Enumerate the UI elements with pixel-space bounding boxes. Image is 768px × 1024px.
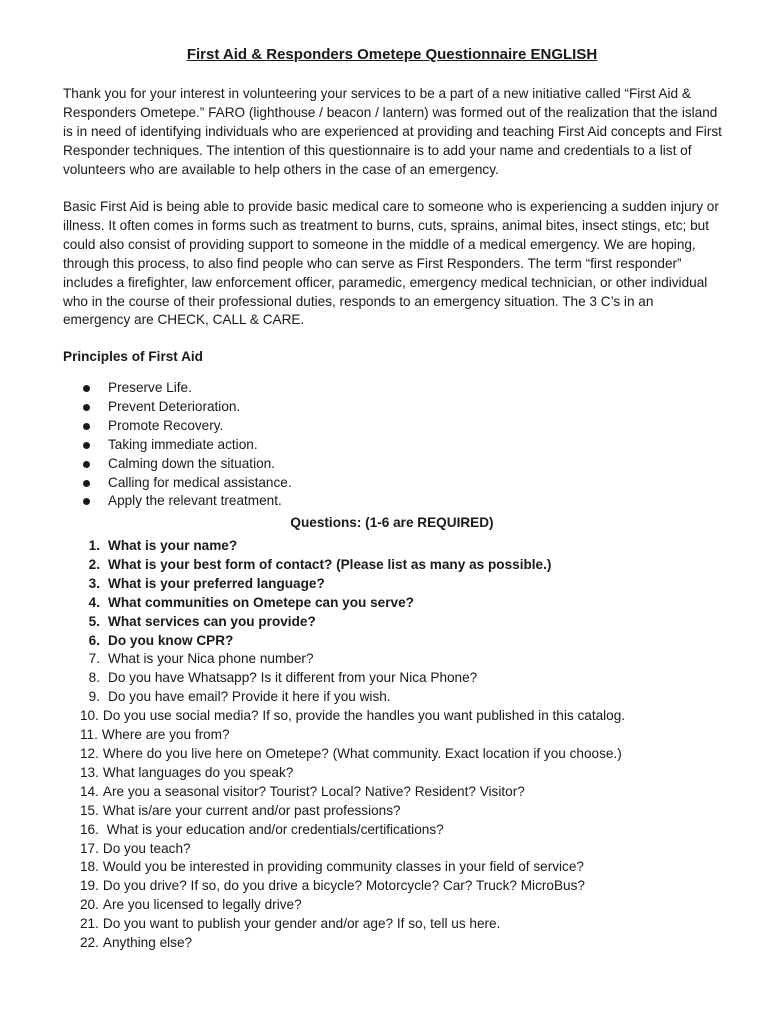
question-item <box>80 745 625 764</box>
question-item <box>80 669 625 688</box>
question-item <box>80 858 625 877</box>
question-number: 15. <box>80 802 99 818</box>
question-item <box>80 802 625 821</box>
question-text: Are you a seasonal visitor? Tourist? Local? Native? Resident? Visitor? <box>102 783 525 799</box>
question-number: 11. <box>80 727 98 743</box>
question-text: Where do you live here on Ometepe? (What community. Exact location if you choose.) <box>102 745 622 761</box>
principle-text: Prevent Deterioration. <box>108 398 241 414</box>
question-number: 19. <box>80 878 99 894</box>
question-text: Do you have email? Provide it here if you wish. <box>108 689 391 705</box>
question-text: What is your best form of contact? (Please list as many as possible.) <box>108 556 552 572</box>
question-number: 16. <box>80 821 99 837</box>
question-text: Anything else? <box>102 935 193 951</box>
question-number: 7. <box>88 651 100 667</box>
list-item <box>80 379 292 398</box>
intro-paragraph: Thank you for your interest in volunteering your services to be a part of a new initiative called “First Aid & Responders Ometepe.” FARO (lighthouse / beacon / lantern) was formed out of the realization that the island is in need of identifying individuals who are experienced at providing and teaching First Aid concepts and First Responder techniques. The intention of this questionnaire is to add your name and credentials to a list of volunteers who are available to help others in the case of an emergency. <box>63 86 722 177</box>
question-text: Are you licensed to legally drive? <box>102 897 302 913</box>
question-item <box>80 594 625 613</box>
list-item <box>80 417 292 436</box>
list-item <box>80 436 292 455</box>
question-number: 12. <box>80 745 99 761</box>
question-text: Do you use social media? If so, provide the handles you want published in this catalog. <box>102 708 626 724</box>
question-item <box>80 575 625 594</box>
principle-text: Taking immediate action. <box>108 436 258 452</box>
question-item <box>80 632 625 651</box>
list-item <box>80 474 292 493</box>
question-text: Where are you from? <box>101 727 230 743</box>
question-number: 4. <box>88 594 100 610</box>
bullet-icon <box>83 480 90 487</box>
document-title: First Aid & Responders Ometepe Questionnaire ENGLISH <box>186 46 598 63</box>
question-text: Do you drive? If so, do you drive a bicycle? Motorcycle? Car? Truck? MicroBus? <box>102 878 585 894</box>
question-item <box>80 707 625 726</box>
question-text: Do you teach? <box>102 840 191 856</box>
question-item <box>80 783 625 802</box>
list-item <box>80 492 292 511</box>
question-number: 21. <box>80 916 99 932</box>
question-number: 18. <box>80 859 99 875</box>
question-item <box>80 726 625 745</box>
question-item <box>80 896 625 915</box>
principle-text: Preserve Life. <box>108 380 192 395</box>
questions-heading: Questions: (1-6 are REQUIRED) <box>290 515 494 530</box>
list-item <box>80 455 292 474</box>
question-item <box>80 688 625 707</box>
question-number: 8. <box>88 670 100 686</box>
bullet-icon <box>83 442 90 449</box>
question-number: 2. <box>88 556 100 572</box>
question-item <box>80 537 625 556</box>
question-text: Do you want to publish your gender and/or age? If so, tell us here. <box>102 916 501 932</box>
principle-text: Calming down the situation. <box>108 455 275 471</box>
question-number: 10. <box>80 708 99 724</box>
principle-text: Apply the relevant treatment. <box>108 493 282 509</box>
question-number: 13. <box>80 764 99 780</box>
question-text: Would you be interested in providing community classes in your field of service? <box>102 859 584 875</box>
question-item <box>80 613 625 632</box>
question-item <box>80 556 625 575</box>
question-text: What is your preferred language? <box>108 575 325 591</box>
question-text: Do you know CPR? <box>108 632 234 648</box>
question-item <box>80 650 625 669</box>
question-text: What is your name? <box>108 538 238 553</box>
principles-list <box>80 379 292 511</box>
questions-list <box>80 537 625 953</box>
question-number: 3. <box>88 575 100 591</box>
question-number: 14. <box>80 783 99 799</box>
bullet-icon <box>83 385 90 392</box>
question-number: 5. <box>88 613 100 629</box>
question-number: 6. <box>88 632 100 648</box>
principle-text: Promote Recovery. <box>108 417 224 433</box>
question-item <box>80 821 625 840</box>
question-text: What languages do you speak? <box>102 764 294 780</box>
bullet-icon <box>83 423 90 430</box>
question-number: 17. <box>80 840 99 856</box>
principle-text: Calling for medical assistance. <box>108 474 292 490</box>
basic-first-aid-paragraph: Basic First Aid is being able to provide basic medical care to someone who is experiencing a sudden injury or illness. It often comes in forms such as treatment to burns, cuts, sprains, animal bites, insect stings, etc; but could also consist of providing support to someone in the middle of a medical emergency. We are hoping, through this process, to also find people who can serve as First Responders. The term “first responder” includes a firefighter, law enforcement officer, paramedic, emergency medical technician, or other individual who in the course of their professional duties, responds to an emergency situation. The 3 C’s in an emergency are CHECK, CALL & CARE. <box>63 199 719 328</box>
question-item <box>80 934 625 953</box>
question-item <box>80 877 625 896</box>
bullet-icon <box>83 404 90 411</box>
list-item <box>80 398 292 417</box>
bullet-icon <box>83 498 90 505</box>
question-text: What is your education and/or credentials/certifications? <box>102 821 444 837</box>
question-number: 20. <box>80 897 99 913</box>
question-number: 1. <box>88 538 100 553</box>
question-item <box>80 915 625 934</box>
question-number: 22. <box>80 935 99 951</box>
question-item <box>80 840 625 859</box>
question-text: What communities on Ometepe can you serve? <box>108 594 414 610</box>
bullet-icon <box>83 461 90 468</box>
principles-heading: Principles of First Aid <box>63 349 203 364</box>
question-number: 9. <box>88 689 100 705</box>
question-item <box>80 764 625 783</box>
question-text: What is your Nica phone number? <box>108 651 314 667</box>
question-text: What services can you provide? <box>108 613 316 629</box>
question-text: What is/are your current and/or past professions? <box>102 802 401 818</box>
question-text: Do you have Whatsapp? Is it different from your Nica Phone? <box>108 670 478 686</box>
